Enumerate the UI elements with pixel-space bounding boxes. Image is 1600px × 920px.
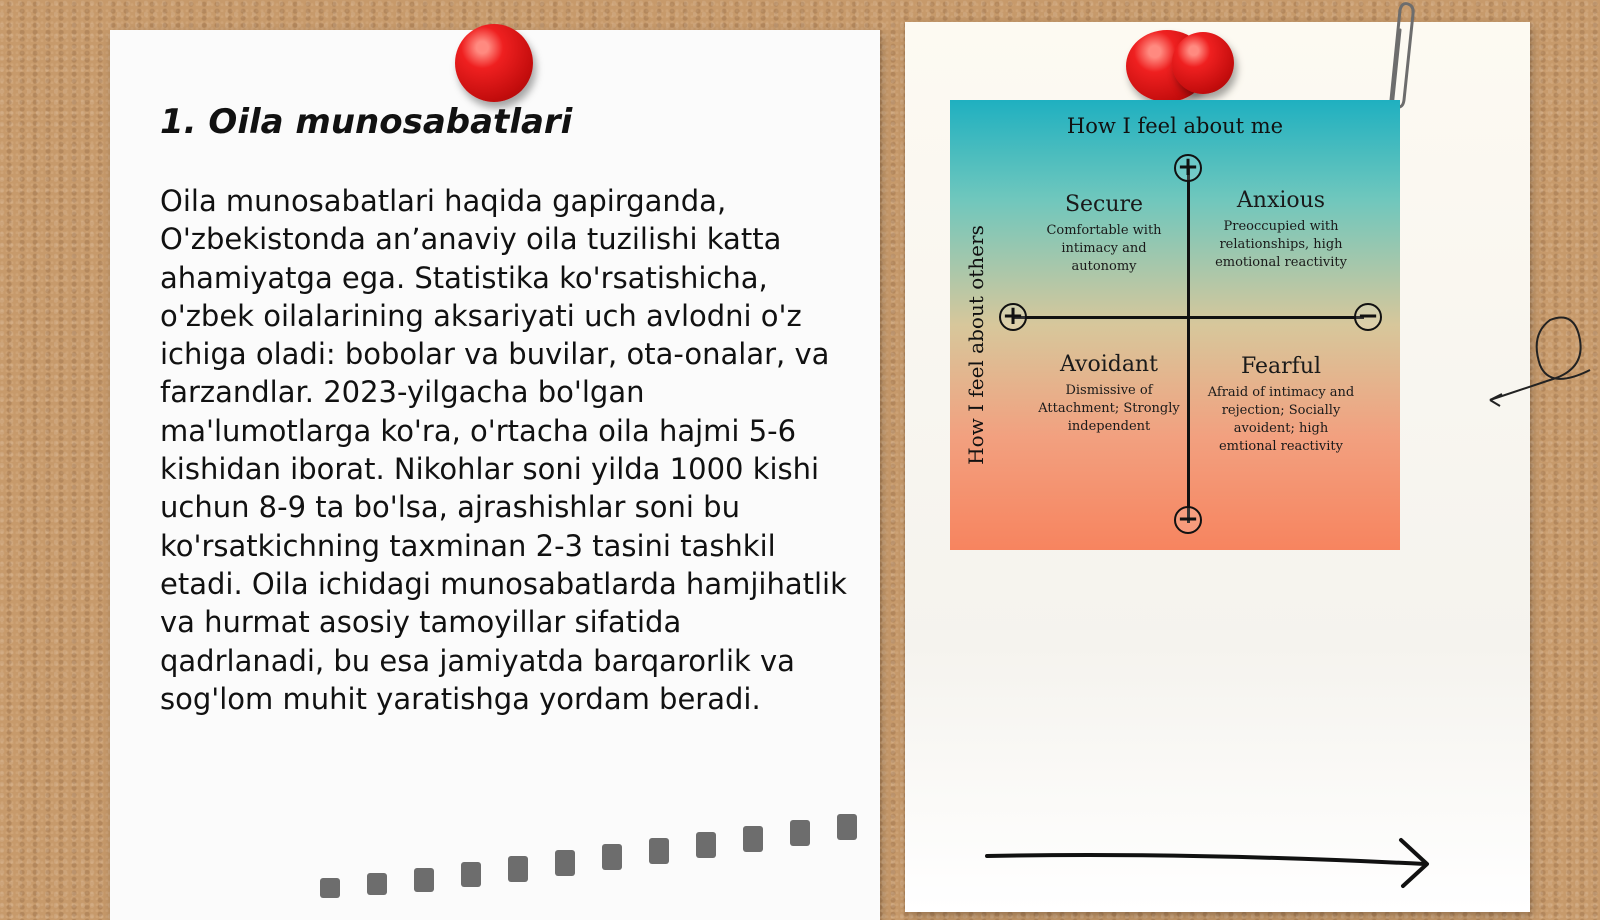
plus-circle-icon: + [999, 303, 1027, 331]
diagram-title: How I feel about me [1066, 114, 1284, 138]
plus-circle-icon: + [1174, 154, 1202, 182]
quadrant-fearful [1206, 354, 1356, 456]
horizontal-axis [1014, 316, 1364, 319]
minus-circle-icon: − [1354, 303, 1382, 331]
quadrant-title: Secure [1064, 192, 1144, 217]
quadrant-anxious [1206, 188, 1356, 272]
pushpin-icon [1172, 32, 1234, 94]
attachment-styles-diagram [950, 100, 1400, 550]
diagram-y-axis-label: How I feel about others [964, 225, 988, 465]
spiral-binding-decoration [300, 800, 880, 900]
swirl-arrow-decoration [1480, 310, 1600, 410]
quadrant-title: Anxious [1236, 188, 1326, 213]
arrow-right-icon [985, 830, 1445, 890]
body-paragraph: Oila munosabatlari haqida gapirganda, O'zbekistonda an’anaviy oila tuzilishi katta ahamiyatga ega. Statistika ko'rsatishicha, o'zbek oilalarining aksariyati uch avlodni o'z ichiga oladi: bobolar va buvilar, ota-onalar, va farzandlar. 2023-yilgacha bo'lgan ma'lumotlarga ko'ra, o'rtacha oila hajmi 5-6 kishidan iborat. Nikohlar soni yilda 1000 kishi uchun 8-9 ta bo'lsa, ajrashishlar soni bu ko'rsatkichning taxminan 2-3 tasini tashkil etadi. Oila ichidagi munosabatlarda hamjihatlik va hurmat asosiy tamoyillar sifatida qadrlanadi, bu esa jamiyatda barqarorlik va sog'lom muhit yaratishga yordam beradi. [160, 184, 847, 716]
quadrant-title: Avoidant [1060, 352, 1158, 377]
pushpin-icon [455, 24, 533, 102]
quadrant-description: Dismissive of Attachment; Strongly independent [1038, 383, 1180, 434]
quadrant-secure [1029, 192, 1179, 276]
vertical-axis [1187, 168, 1190, 523]
quadrant-description: Afraid of intimacy and rejection; Socially avoident; high emtional reactivity [1207, 385, 1355, 454]
quadrant-description: Preoccupied with relationships, high emotional reactivity [1215, 219, 1347, 270]
quadrant-description: Comfortable with intimacy and autonomy [1046, 223, 1162, 274]
quadrant-avoidant [1034, 352, 1184, 436]
section-heading: 1. Oila munosabatlari [160, 102, 573, 142]
quadrant-title: Fearful [1240, 354, 1322, 379]
minus-circle-icon: − [1174, 506, 1202, 534]
